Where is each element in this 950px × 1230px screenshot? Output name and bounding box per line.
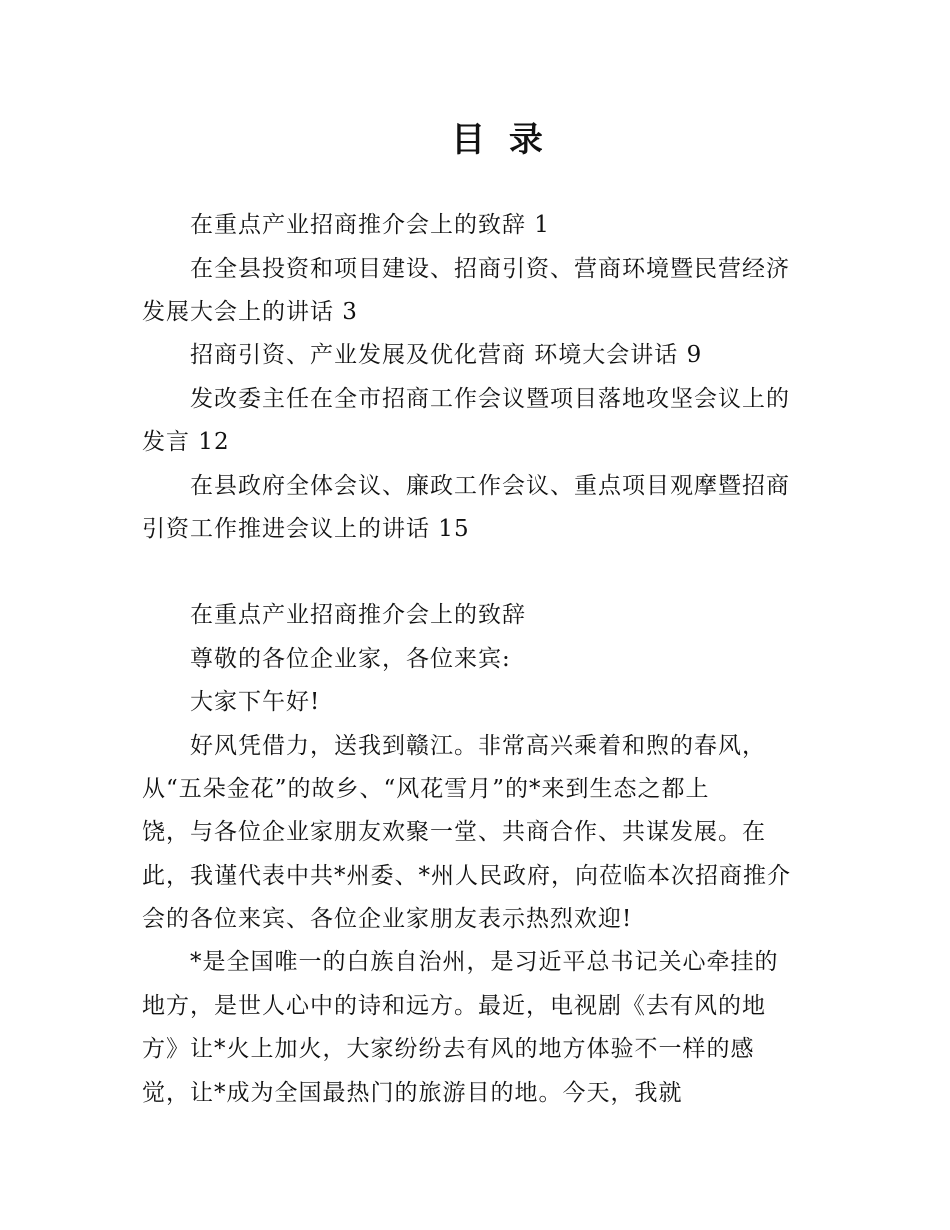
paragraph-1-line-5: 会的各位来宾、各位企业家朋友表示热烈欢迎! <box>142 906 633 932</box>
paragraph-2-line-1: *是全国唯一的白族自治州，是习近平总书记关心牵挂的 <box>190 949 779 975</box>
paragraph-2-line-3: 方》让*火上加火，大家纷纷去有风的地方体验不一样的感 <box>142 1036 755 1062</box>
paragraph-2-line-4: 觉，让*成为全国最热门的旅游目的地。今天，我就 <box>142 1080 683 1106</box>
paragraph-1-line-1: 好风凭借力，送我到赣江。非常高兴乘着和煦的春风， <box>190 733 766 759</box>
salutation: 尊敬的各位企业家，各位来宾: <box>190 646 511 672</box>
paragraph-1-line-2: 从“五朵金花”的故乡、“风花雪月”的*来到生态之都上 <box>142 776 710 802</box>
toc-entry-2[interactable]: 在全县投资和项目建设、招商引资、营商环境暨民营经济 <box>190 256 790 282</box>
toc-entry-5[interactable]: 在县政府全体会议、廉政工作会议、重点项目观摩暨招商 <box>190 473 790 499</box>
paragraph-1-line-3: 饶，与各位企业家朋友欢聚一堂、共商合作、共谋发展。在 <box>142 819 766 845</box>
paragraph-1-line-4: 此，我谨代表中共*州委、*州人民政府，向莅临本次招商推介 <box>142 863 791 889</box>
greeting: 大家下午好! <box>190 689 321 715</box>
toc-entry-1[interactable]: 在重点产业招商推介会上的致辞 1 <box>190 212 550 238</box>
toc-entry-3[interactable]: 招商引资、产业发展及优化营商 环境大会讲话 9 <box>190 342 703 368</box>
toc-entry-4[interactable]: 发改委主任在全市招商工作会议暨项目落地攻坚会议上的 <box>190 386 790 412</box>
toc-entry-4-cont[interactable]: 发言 12 <box>142 429 230 455</box>
section-heading: 在重点产业招商推介会上的致辞 <box>190 602 526 628</box>
paragraph-2-line-2: 地方，是世人心中的诗和远方。最近，电视剧《去有风的地 <box>142 993 766 1019</box>
toc-entry-5-cont[interactable]: 引资工作推进会议上的讲话 15 <box>142 516 470 542</box>
toc-title: 目 录 <box>451 120 549 160</box>
toc-entry-2-cont[interactable]: 发展大会上的讲话 3 <box>142 299 358 325</box>
